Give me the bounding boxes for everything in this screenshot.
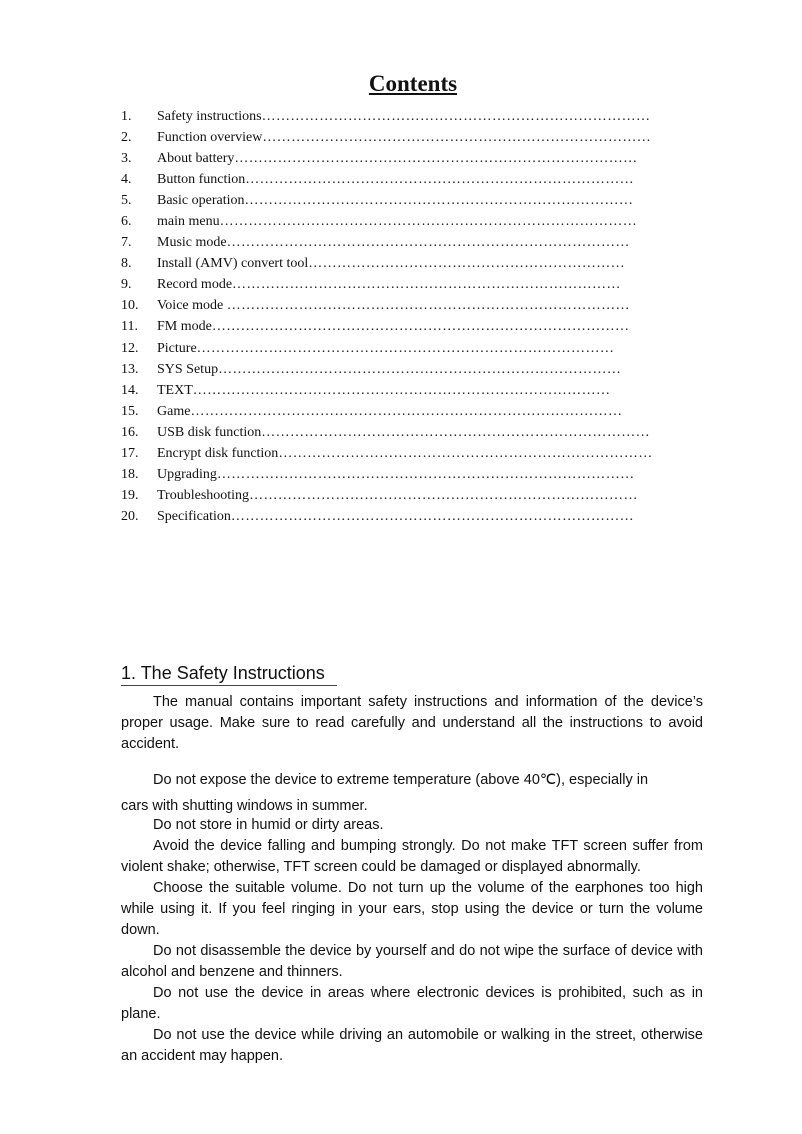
toc-entry-number: 1. (121, 109, 132, 124)
toc-entry-leader-dots: ………………………………………………………………………… (226, 298, 630, 314)
toc-entry-leader-dots: ………………………………………………………………………… (226, 235, 630, 251)
toc-entry-leader-dots: …………………………………………………………………………… (192, 382, 611, 398)
toc-entry-label[interactable]: Music mode (157, 235, 227, 251)
toc-entry[interactable] (121, 253, 721, 274)
toc-entry-number: 8. (121, 256, 132, 272)
toc-entry-number: 2. (121, 130, 132, 146)
toc-entry-label[interactable]: Upgrading (157, 466, 217, 482)
disassemble-paragraph: Do not disassemble the device by yourself and do not wipe the surface of device with alcohol and benzene and thinners. (121, 943, 703, 980)
toc-entry-label[interactable]: Button function (157, 172, 246, 188)
toc-entry-label[interactable]: Function overview (157, 130, 263, 146)
toc-entry-label[interactable]: Picture (157, 340, 197, 356)
toc-entry-label[interactable]: Safety instructions (157, 109, 262, 124)
toc-entry[interactable] (121, 443, 721, 464)
toc-entry-number: 19. (121, 487, 139, 503)
toc-entry-label[interactable]: Troubleshooting (157, 487, 250, 503)
toc-entry-label[interactable]: SYS Setup (157, 361, 219, 377)
toc-entry-label[interactable]: Basic operation (157, 193, 245, 209)
toc-entry-number: 6. (121, 214, 132, 230)
temperature-paragraph (121, 765, 703, 817)
toc-entry-label[interactable]: Specification (157, 508, 231, 524)
toc-entry[interactable] (121, 274, 721, 295)
section-body (121, 692, 703, 1067)
toc-entry-leader-dots: ……………………………………………………………………… (261, 424, 651, 440)
toc-entry-leader-dots: ………………………………………………………… (308, 256, 626, 272)
toc-entry[interactable] (121, 190, 721, 211)
toc-entry-number: 9. (121, 277, 132, 293)
toc-entry-label[interactable]: Voice mode (157, 298, 227, 314)
toc-entry-number: 10. (121, 298, 139, 314)
toc-entry-leader-dots: ………………………………………………………………………… (218, 361, 622, 377)
falling-paragraph: Avoid the device falling and bumping strongly. Do not make TFT screen suffer from violent shake; otherwise, TFT screen could be damaged or displayed abnormally. (121, 838, 703, 875)
toc-entry-number: 11. (121, 319, 138, 335)
section-heading: 1. The Safety Instructions (121, 661, 337, 686)
toc-entry-number: 7. (121, 235, 132, 251)
humid-paragraph: Do not store in humid or dirty areas. (153, 817, 384, 833)
toc-entry-leader-dots: ……………………………………………………………………… (244, 193, 634, 209)
driving-paragraph: Do not use the device while driving an automobile or walking in the street, otherwise an accident may happen. (121, 1027, 703, 1064)
toc-entry-number: 3. (121, 151, 132, 167)
toc-entry[interactable] (121, 338, 721, 359)
toc-entry-number: 20. (121, 508, 139, 524)
toc-entry[interactable] (121, 232, 721, 253)
toc-entry-leader-dots: ……………………………………………………………………… (249, 487, 638, 503)
toc-entry-label[interactable]: About battery (157, 151, 235, 167)
toc-entry-label[interactable]: Encrypt disk function (157, 445, 279, 461)
toc-entry-leader-dots: …………………………………………………………………………… (219, 214, 638, 230)
toc-entry[interactable] (121, 464, 721, 485)
volume-paragraph: Choose the suitable volume. Do not turn up the volume of the earphones too high while using it. If you feel ringing in your ears, stop using the device or turn the volume down. (121, 880, 703, 938)
prohibited-areas-paragraph: Do not use the device in areas where electronic devices is prohibited, such as in plane. (121, 985, 703, 1022)
toc-entry-number: 13. (121, 361, 139, 377)
toc-entry[interactable] (121, 506, 721, 527)
toc-entry[interactable] (121, 359, 721, 380)
toc-entry-leader-dots: …………………………………………………………………………… (216, 466, 635, 482)
toc-entry[interactable] (121, 106, 721, 127)
toc-entry-label[interactable]: FM mode (157, 319, 212, 335)
toc-entry-label[interactable]: TEXT (157, 382, 193, 398)
toc-entry-number: 4. (121, 172, 132, 188)
toc-entry[interactable] (121, 485, 721, 506)
toc-entry-leader-dots: ………………………………………………………………………… (230, 508, 635, 524)
toc-entry-leader-dots: ……………………………………………………………………… (262, 130, 652, 146)
toc-entry-leader-dots: ……………………………………………………………………… (261, 109, 651, 124)
contents-title: Contents (368, 71, 458, 96)
toc-entry[interactable] (121, 401, 721, 422)
toc-entry[interactable] (121, 148, 721, 169)
toc-entry-number: 14. (121, 382, 139, 398)
toc-entry-leader-dots: ………………………………………………………………………… (234, 151, 638, 167)
table-of-contents (121, 106, 721, 527)
toc-entry-leader-dots: ……………………………………………………………………… (245, 172, 635, 188)
temperature-line: Do not expose the device to extreme temperature (above 40℃), especially in (153, 772, 649, 788)
toc-entry-number: 17. (121, 445, 139, 461)
toc-entry[interactable] (121, 295, 721, 316)
toc-entry[interactable] (121, 211, 721, 232)
toc-entry-leader-dots: ……………………………………………………………………… (232, 277, 621, 293)
toc-entry[interactable] (121, 380, 721, 401)
toc-entry-number: 18. (121, 466, 139, 482)
toc-entry-label[interactable]: USB disk function (157, 424, 262, 440)
toc-entry[interactable] (121, 316, 721, 337)
toc-entry-label[interactable]: Record mode (157, 277, 233, 293)
temperature-continuation: cars with shutting windows in summer. (121, 798, 368, 814)
toc-entry-number: 15. (121, 403, 139, 419)
toc-entry-number: 16. (121, 424, 139, 440)
intro-paragraph: The manual contains important safety instructions and information of the device’s proper usage. Make sure to read carefully and understand all the instructions to avoid accident. (121, 694, 703, 752)
toc-entry[interactable] (121, 127, 721, 148)
toc-entry-number: 12. (121, 340, 139, 356)
toc-entry[interactable] (121, 422, 721, 443)
toc-entry-label[interactable]: Game (157, 403, 191, 419)
toc-entry-leader-dots: …………………………………………………………………… (278, 445, 653, 461)
toc-entry[interactable] (121, 169, 721, 190)
toc-entry-label[interactable]: main menu (157, 214, 220, 230)
toc-entry-leader-dots: ……………………………………………………………………………… (190, 403, 623, 419)
toc-entry-leader-dots: …………………………………………………………………………… (196, 340, 615, 356)
toc-entry-leader-dots: …………………………………………………………………………… (211, 319, 630, 335)
toc-entry-number: 5. (121, 193, 132, 209)
toc-entry-label[interactable]: Install (AMV) convert tool (157, 256, 309, 272)
